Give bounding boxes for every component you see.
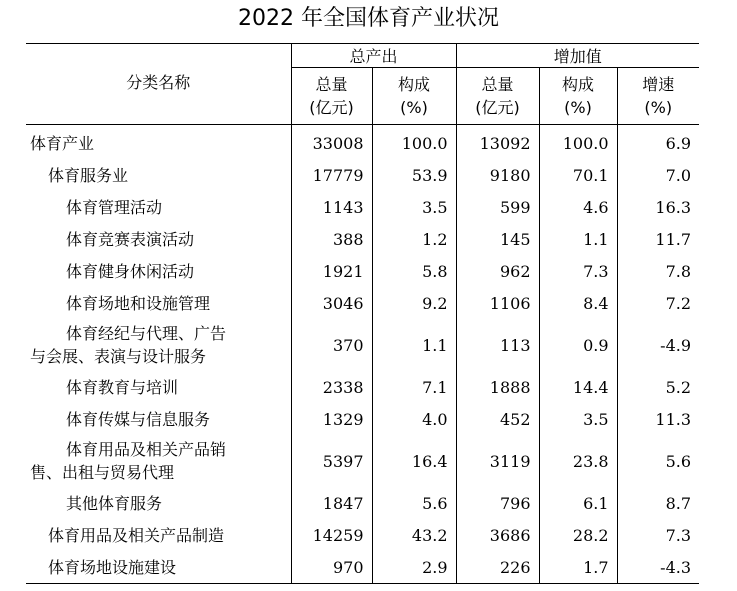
va-growth: 6.9 <box>617 125 699 160</box>
va-share: 8.4 <box>539 287 617 319</box>
table-row <box>26 403 699 435</box>
va-share: 14.4 <box>539 371 617 403</box>
va-growth: -4.3 <box>617 551 699 584</box>
output-share: 1.2 <box>372 223 456 255</box>
va-share: 70.1 <box>539 159 617 191</box>
output-share: 53.9 <box>372 159 456 191</box>
va-total-header: 总量 (亿元) <box>456 68 539 125</box>
output-total: 3046 <box>291 287 372 319</box>
row-name: 体育服务业 <box>48 165 129 185</box>
table-row <box>26 287 699 319</box>
output-total: 1143 <box>291 191 372 223</box>
output-share: 100.0 <box>372 125 456 160</box>
va-growth: 11.3 <box>617 403 699 435</box>
va-share: 4.6 <box>539 191 617 223</box>
va-total: 113 <box>456 319 539 371</box>
va-total: 13092 <box>456 125 539 160</box>
va-growth: 7.3 <box>617 519 699 551</box>
va-total: 145 <box>456 223 539 255</box>
va-share: 3.5 <box>539 403 617 435</box>
output-share: 16.4 <box>372 435 456 487</box>
table-row <box>26 223 699 255</box>
va-share: 23.8 <box>539 435 617 487</box>
table-row <box>26 125 699 160</box>
row-name: 体育管理活动 <box>66 197 163 217</box>
row-name: 其他体育服务 <box>66 493 163 513</box>
output-total: 370 <box>291 319 372 371</box>
row-name: 体育产业 <box>30 133 95 153</box>
va-growth: 5.2 <box>617 371 699 403</box>
va-total: 3119 <box>456 435 539 487</box>
va-growth: 11.7 <box>617 223 699 255</box>
row-name: 体育竞赛表演活动 <box>66 229 195 249</box>
output-total: 5397 <box>291 435 372 487</box>
output-share: 5.6 <box>372 487 456 519</box>
va-total: 452 <box>456 403 539 435</box>
va-total: 796 <box>456 487 539 519</box>
row-name: 体育传媒与信息服务 <box>66 409 211 429</box>
output-share: 3.5 <box>372 191 456 223</box>
va-share: 6.1 <box>539 487 617 519</box>
sports-industry-table <box>26 43 699 584</box>
table-row <box>26 371 699 403</box>
table-row <box>26 319 699 371</box>
va-total: 9180 <box>456 159 539 191</box>
va-total: 3686 <box>456 519 539 551</box>
output-total: 388 <box>291 223 372 255</box>
va-total: 226 <box>456 551 539 584</box>
output-total-header: 总量 (亿元) <box>291 68 372 125</box>
output-total: 33008 <box>291 125 372 160</box>
output-share: 1.1 <box>372 319 456 371</box>
table-body <box>26 125 699 584</box>
va-growth: 5.6 <box>617 435 699 487</box>
category-header: 分类名称 <box>26 44 291 125</box>
output-share: 4.0 <box>372 403 456 435</box>
output-share-header: 构成 (%) <box>372 68 456 125</box>
table-row <box>26 519 699 551</box>
output-total: 2338 <box>291 371 372 403</box>
row-name: 体育教育与培训 <box>66 377 179 397</box>
va-total: 599 <box>456 191 539 223</box>
va-growth: -4.9 <box>617 319 699 371</box>
va-growth: 7.2 <box>617 287 699 319</box>
va-growth: 16.3 <box>617 191 699 223</box>
row-name: 体育场地设施建设 <box>26 551 291 584</box>
output-share: 5.8 <box>372 255 456 287</box>
va-share: 28.2 <box>539 519 617 551</box>
output-share: 2.9 <box>372 551 456 584</box>
va-total: 962 <box>456 255 539 287</box>
row-name-line1: 体育经纪与代理、广告 <box>66 324 227 343</box>
row-name <box>26 319 291 371</box>
va-total: 1106 <box>456 287 539 319</box>
row-name-line2: 与会展、表演与设计服务 <box>30 347 207 366</box>
output-share: 43.2 <box>372 519 456 551</box>
table-row <box>26 551 699 584</box>
output-share: 9.2 <box>372 287 456 319</box>
table-row <box>26 159 699 191</box>
table-row <box>26 191 699 223</box>
va-share: 1.1 <box>539 223 617 255</box>
va-share: 1.7 <box>539 551 617 584</box>
row-name: 体育健身休闲活动 <box>66 261 195 281</box>
table-title: 2022 年全国体育产业状况 <box>238 6 499 31</box>
table-row <box>26 487 699 519</box>
va-growth: 7.0 <box>617 159 699 191</box>
output-total: 970 <box>291 551 372 584</box>
row-name: 体育场地和设施管理 <box>66 293 211 313</box>
row-name <box>26 435 291 487</box>
output-total: 17779 <box>291 159 372 191</box>
output-share: 7.1 <box>372 371 456 403</box>
va-growth-header: 增速 (%) <box>617 68 699 125</box>
output-group-header: 总产出 <box>291 44 456 68</box>
va-share: 100.0 <box>539 125 617 160</box>
row-name-line2: 售、出租与贸易代理 <box>30 463 175 482</box>
output-total: 1329 <box>291 403 372 435</box>
table-row <box>26 255 699 287</box>
va-share: 7.3 <box>539 255 617 287</box>
table-row <box>26 435 699 487</box>
va-growth: 8.7 <box>617 487 699 519</box>
va-total: 1888 <box>456 371 539 403</box>
row-name: 体育用品及相关产品制造 <box>48 525 225 545</box>
output-total: 14259 <box>291 519 372 551</box>
output-total: 1847 <box>291 487 372 519</box>
va-share: 0.9 <box>539 319 617 371</box>
va-growth: 7.8 <box>617 255 699 287</box>
output-total: 1921 <box>291 255 372 287</box>
row-name-line1: 体育用品及相关产品销 <box>66 440 227 459</box>
value-added-group-header: 增加值 <box>456 44 699 68</box>
va-share-header: 构成 (%) <box>539 68 617 125</box>
